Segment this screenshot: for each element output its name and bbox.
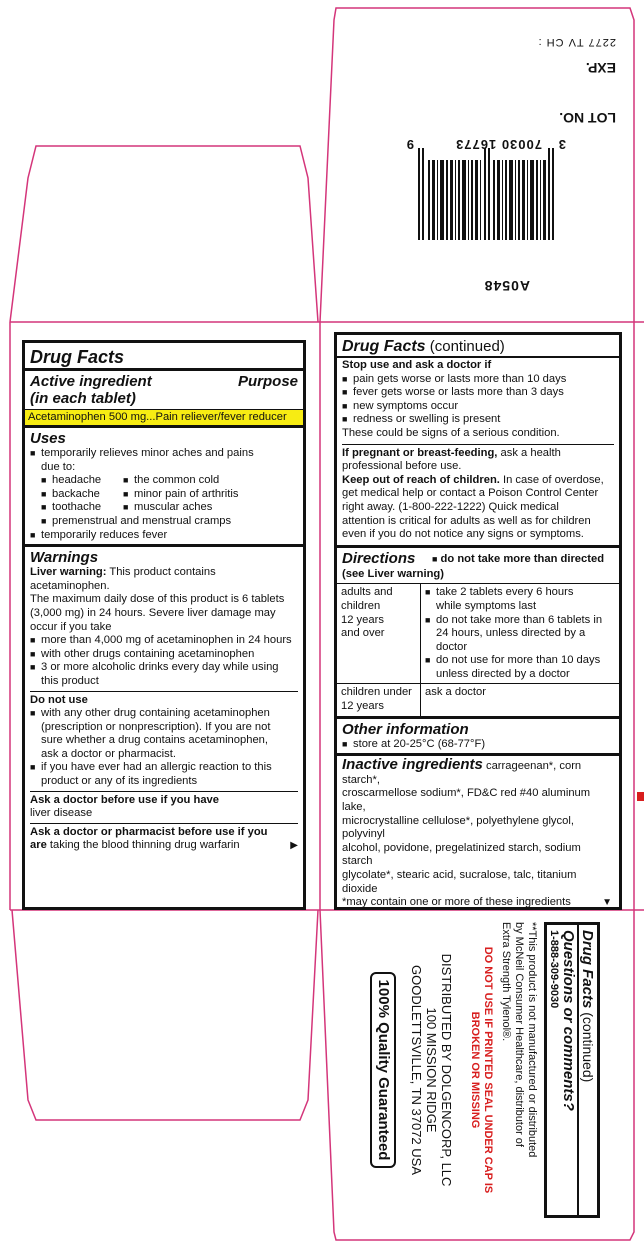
dnu-text: if you have ever had an allergic reaction to this: [41, 761, 272, 774]
directions-note-text: do not take more than directed: [440, 552, 605, 565]
directions-text: while symptoms last: [436, 599, 537, 612]
uses-sub-item: ■ minor pain of arthritis: [123, 488, 298, 502]
dnu-text: with any other drug containing acetaminophen: [41, 707, 270, 720]
dnu-text: (prescription or nonprescription). If you are not: [41, 720, 271, 733]
uses-sub-item: ■ premenstrual and menstrual cramps: [41, 515, 298, 529]
liver-bullet: ■ with other drugs containing acetaminophen: [30, 648, 298, 662]
pregnancy-text: professional before use.: [342, 460, 462, 473]
ask-doctor-heading: [30, 794, 298, 808]
keep-out-text: even if you do not notice any signs or symptoms.: [342, 528, 584, 541]
directions-bullet: [425, 654, 615, 681]
questions-heading: Questions or comments?: [560, 930, 577, 1111]
dnu-text: product or any of its ingredients: [41, 775, 198, 788]
uses-item-2: ■ temporarily reduces fever: [30, 529, 298, 543]
drug-facts-panel-left: [22, 340, 306, 910]
active-ingredient-line: Acetaminophen 500 mg...Pain reliever/fever reducer: [25, 410, 303, 425]
directions-bullet: [425, 586, 615, 613]
ask-doctor-text: liver disease: [30, 807, 93, 820]
liver-warning-text: (3,000 mg) in 24 hours. Severe liver damage may: [30, 606, 276, 619]
directions-row: [337, 584, 619, 684]
seal-warning-line: DO NOT USE IF PRINTED SEAL UNDER CAP IS: [482, 946, 494, 1194]
directions-text: 24 hours, unless directed by a doctor: [436, 627, 586, 653]
liver-warning-text: occur if you take: [30, 620, 112, 633]
uses-item-1-text: temporarily relieves minor aches and pains: [41, 447, 254, 459]
active-ingredient-heading: Active ingredient: [30, 373, 152, 390]
directions-bullet: [425, 614, 615, 655]
pregnancy-text: ask a health: [497, 446, 561, 459]
directions-age: 12 years: [341, 700, 384, 713]
title-cont: (continued): [425, 338, 505, 355]
inactive-heading: Inactive ingredients: [342, 756, 483, 774]
continue-arrow-icon: ▶: [290, 840, 298, 852]
phone-number: 1-888-309-9030: [548, 930, 560, 1009]
uses-sub-item: ■ toothache: [41, 501, 123, 515]
directions-text: ask a doctor: [425, 686, 486, 699]
inactive-text: glycolate*, stearic acid, sucralose, talc, titanium dioxide: [342, 869, 577, 895]
directions-text: unless directed by a doctor: [436, 667, 570, 680]
ask-pharmacist-bold: are: [30, 839, 47, 852]
directions-note: ■ do not take more than directed: [432, 552, 605, 565]
liver-bullet-text: 3 or more alcoholic drinks every day while using: [41, 661, 279, 674]
stop-use-heading: [342, 359, 614, 373]
do-not-use-heading: [30, 694, 298, 708]
keep-out-warning: [342, 474, 614, 488]
keep-out-text: attention is critical for adults as well as for children: [342, 514, 591, 527]
stop-use-item: ■ redness or swelling is present: [342, 413, 614, 427]
liver-warning-text: This product contains acetaminophen.: [30, 566, 216, 592]
active-ingredient-sub: (in each tablet): [30, 390, 136, 407]
liver-bullet-text: this product: [41, 674, 99, 687]
top-flap: [336, 10, 630, 310]
inactive-text: croscarmellose sodium*, FD&C red #40 aluminum lake,: [342, 787, 591, 814]
uses-sub-item: ■ headache: [41, 474, 123, 488]
do-not-use-bullet: [30, 761, 298, 788]
uses-heading: Uses: [30, 430, 66, 447]
ask-pharmacist-rest: taking the blood thinning drug warfarin: [46, 839, 240, 852]
directions-age: adults and: [341, 586, 393, 599]
disclaimer-line: by McNeil Consumer Healthcare, distributor of: [513, 922, 525, 1147]
other-info-heading: Other information: [342, 720, 469, 738]
stop-use-note: These could be signs of a serious condition.: [342, 426, 560, 439]
inactive-text: microcrystalline cellulose*, polyethylene glycol, polyvinyl: [342, 814, 574, 841]
dnu-text: sure whether a drug contains acetaminophen,: [41, 734, 269, 747]
stop-use-item: ■ new symptoms occur: [342, 400, 614, 414]
lot-code: 2277 TV CH :: [537, 36, 616, 48]
exp-label: EXP.: [585, 60, 616, 76]
liver-warning: [30, 566, 298, 593]
pregnancy-label: If pregnant or breast-feeding,: [342, 446, 498, 459]
keep-out-label: Keep out of reach of children.: [342, 473, 500, 486]
directions-table: [337, 583, 619, 715]
barcode-bars: [418, 148, 554, 240]
directions-text: do not take more than 6 tablets in: [436, 613, 603, 626]
pregnancy-warning: [342, 447, 614, 461]
inactive-text: *may contain one or more of these ingredients: [342, 896, 571, 909]
dnu-text: ask a doctor or pharmacist.: [41, 747, 176, 760]
liver-warning-label: Liver warning:: [30, 566, 107, 579]
df-continued-box: [544, 922, 600, 1218]
directions-row: [337, 684, 619, 715]
product-code: A0548: [483, 278, 530, 294]
distributor-line: GOODLETTSVILLE, TN 37072 USA: [409, 964, 424, 1175]
stop-use-item: ■ pain gets worse or lasts more than 10 days: [342, 373, 614, 387]
barcode: [406, 134, 566, 240]
stop-use-label: Stop use and ask a doctor if: [342, 359, 492, 371]
do-not-use-label: Do not use: [30, 693, 88, 706]
ask-pharmacist-heading: [30, 826, 298, 840]
inactive-text: carrageenan*, corn starch*,: [342, 760, 582, 786]
stop-use-item: ■ fever gets worse or lasts more than 3 days: [342, 386, 614, 400]
continue-arrow-icon: ▼: [602, 897, 612, 909]
directions-note-2: (see Liver warning): [342, 567, 444, 580]
lot-label: LOT NO.: [559, 110, 616, 126]
barcode-left-digit: 3: [558, 137, 566, 152]
directions-text: take 2 tablets every 6 hours: [436, 586, 574, 599]
directions-text: do not use for more than 10 days: [436, 654, 601, 667]
directions-heading: Directions: [342, 549, 416, 567]
inactive-ingredients-line: [342, 758, 614, 787]
panel-title: Drug Facts: [30, 347, 125, 367]
quality-badge: 100% Quality Guaranteed: [370, 972, 396, 1168]
uses-sub-item: ■ the common cold: [123, 474, 298, 488]
uses-sub-item: ■ backache: [41, 488, 123, 502]
drug-facts-panel-right: [334, 332, 622, 910]
disclaimer-line: **This product is not manufactured or distributed: [526, 922, 538, 1158]
liver-bullet: [30, 661, 298, 688]
uses-sub-item: ■ muscular aches: [123, 501, 298, 515]
do-not-use-bullet: [30, 707, 298, 761]
barcode-right-digit: 9: [406, 137, 414, 152]
panel-title: [342, 338, 614, 356]
warnings-heading: Warnings: [30, 549, 99, 567]
directions-age: 12 years: [341, 613, 384, 626]
other-info-item: ■ store at 20-25°C (68-77°F): [342, 738, 614, 752]
distributor-line: 100 MISSION RIDGE: [424, 1007, 439, 1133]
directions-age: children under: [341, 686, 412, 699]
seal-warning-line: BROKEN OR MISSING: [469, 1011, 481, 1129]
directions-age: and over: [341, 627, 385, 640]
uses-item-1-cont: due to:: [41, 460, 76, 473]
bottom-flap: [340, 922, 600, 1222]
liver-bullet: ■ more than 4,000 mg of acetaminophen in 24 hours: [30, 634, 298, 648]
barcode-number: 70030 16773: [455, 137, 542, 152]
purpose-heading: Purpose: [237, 373, 298, 390]
ask-pharmacist-text: [30, 839, 298, 853]
distributor: [409, 922, 454, 1218]
df-cont: (continued): [580, 1008, 596, 1083]
keep-out-text: right away. (1-800-222-1222) Quick medical: [342, 500, 559, 513]
seal-warning: [468, 922, 494, 1218]
liver-warning-text: The maximum daily dose of this product is 6 tablets: [30, 593, 285, 606]
df-title: Drug Facts: [579, 930, 596, 1009]
ask-doctor-label: Ask a doctor before use if you have: [30, 793, 219, 806]
ask-pharmacist-label: Ask a doctor or pharmacist before use if you: [30, 825, 268, 838]
disclaimer: [499, 922, 538, 1218]
disclaimer-line: Extra Strength Tylenol®.: [500, 922, 512, 1042]
title-text: Drug Facts: [342, 338, 426, 355]
uses-item-1: [30, 447, 298, 474]
inactive-text: alcohol, povidone, pregelatinized starch, sodium starch: [342, 841, 581, 868]
directions-age: children: [341, 599, 381, 612]
keep-out-text: In case of overdose,: [499, 473, 604, 486]
keep-out-text: get medical help or contact a Poison Control Center: [342, 487, 599, 500]
distributor-line: DISTRIBUTED BY DOLGENCORP, LLC: [439, 953, 454, 1187]
